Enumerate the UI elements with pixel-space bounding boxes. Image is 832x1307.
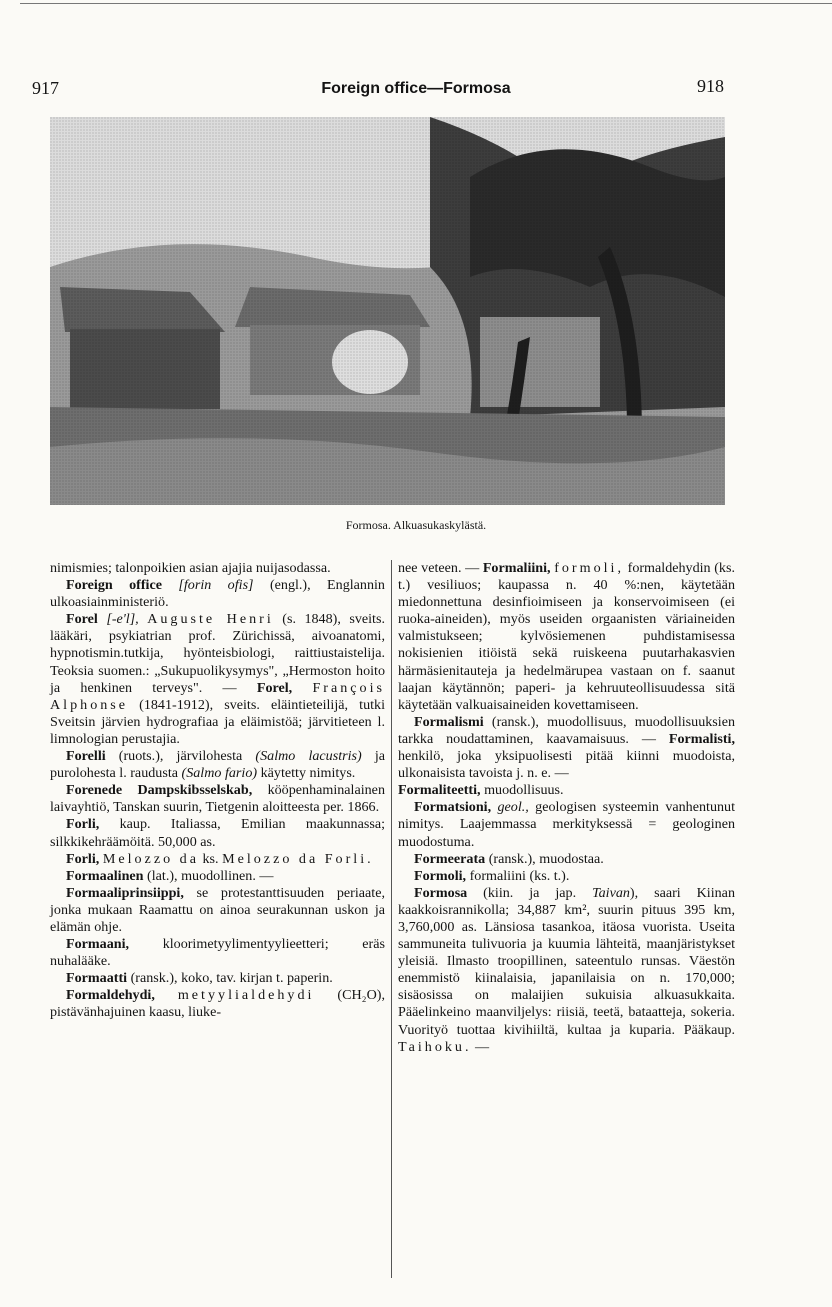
entry-headword: Forel,: [256, 679, 293, 696]
entry-headword: Formaatti: [66, 970, 128, 987]
entry-headword: Formeerata: [414, 850, 486, 867]
entry-formoli: [398, 868, 735, 885]
entry-pronunciation: [-e'l],: [106, 611, 139, 628]
entry-forenede: [50, 782, 385, 816]
entry-headword: Forenede Dampskibsselskab,: [66, 782, 253, 799]
entry-spaced-name: Melozzo da: [102, 850, 199, 867]
entry-formaliini: [398, 560, 735, 714]
entry-text: (CH₂O), pistävänhajuinen kaasu, liuke-: [50, 987, 385, 1021]
top-border-line: [20, 3, 832, 4]
entry-text: (s. 1848), sveits. lääkäri, psykiatrian prof. Zürichissä, aivoanatomi, hypnotismin.tutkija, hyönteisbiologi, raittiustaistelija. Teoksia suomen.: „Sukupuolikysymys", „Hermoston hoito ja henkinen terveys". —: [50, 611, 385, 696]
entry-formaaliprinsiippi: [50, 885, 385, 936]
entry-headword: Formaldehydi,: [66, 987, 155, 1004]
entry-headword: Forli,: [66, 850, 100, 867]
entry-headword: Formaani,: [66, 936, 130, 953]
entry-text: (lat.), muodollinen. —: [143, 867, 274, 884]
entry-formaliteetti: [398, 782, 735, 799]
entry-headword: Formaalinen: [66, 867, 144, 884]
entry-formaalinen: [50, 868, 385, 885]
entry-headword: Formoli,: [414, 867, 467, 884]
entry-text: nee veteen. —: [398, 560, 483, 576]
entry-forli-melozzo: [50, 851, 385, 868]
entry-headword: Forelli: [66, 748, 106, 765]
entry-spaced-name: François Alphonse: [50, 679, 386, 713]
entry-text: muodollisuus.: [480, 782, 564, 799]
entry-continuation: [50, 560, 385, 577]
entry-spaced-name: Melozzo da Forli.: [222, 850, 374, 867]
entry-text: formaliini (ks. t.).: [466, 867, 570, 884]
village-photograph: [50, 117, 725, 505]
entry-forel: [50, 611, 385, 748]
entry-text: käytetty nimitys.: [257, 765, 356, 782]
entry-text: kaup. Italiassa, Emilian maakunnassa; silkkikehräämöitä. 50,000 as.: [50, 816, 385, 850]
entry-text: ks.: [198, 850, 223, 867]
entry-foreign-office: [50, 577, 385, 611]
figure-caption: Formosa. Alkuasukaskylästä.: [345, 518, 487, 532]
page-number-left: 917: [32, 78, 59, 98]
entry-formaldehydi: [50, 987, 385, 1021]
entry-pronunciation: [forin ofis]: [178, 577, 254, 594]
entry-text: —: [471, 1038, 490, 1055]
entry-text: ja purolohesta l. raudusta: [50, 748, 385, 782]
entry-text: kööpenhaminalainen laivayhtiö, Tanskan suurin, Tietgenin aloitteesta per. 1866.: [50, 782, 385, 816]
entry-headword: Formaaliprinsiippi,: [66, 884, 184, 901]
entry-text: geologisen systeemin vanhentunut nimitys. Laajemmassa merkityksessä = geologinen muodostuma.: [398, 799, 736, 850]
entry-spaced-name: Auguste Henri: [147, 611, 274, 628]
entry-headword: Forli,: [66, 816, 100, 833]
entry-italic: (Salmo lacustris): [255, 748, 362, 765]
entry-text: (ransk.), muodostaa.: [485, 850, 604, 867]
entry-headword: Foreign office: [66, 577, 162, 594]
entry-headword: Formaliini,: [482, 560, 551, 576]
entry-formalismi: [398, 714, 735, 782]
entry-forli: [50, 816, 385, 850]
entry-headword: Forel: [66, 611, 98, 628]
entry-italic: (Salmo fario): [181, 765, 258, 782]
entry-text: (ransk.), koko, tav. kirjan t. paperin.: [127, 970, 333, 987]
entry-text: (ruots.), järvilohesta: [105, 748, 256, 765]
entry-formatsioni: [398, 799, 735, 850]
entry-italic: geol.,: [497, 799, 529, 816]
right-column: [398, 560, 735, 1056]
entry-formosa: [398, 885, 735, 1056]
entry-text: (ransk.), muodollisuus, muodollisuuksien tarkka noudattaminen, kaavamaisuus. —: [398, 713, 735, 747]
entry-text: (engl.), Englannin ulkoasiainministeriö.: [50, 577, 385, 611]
entry-spaced-name: metyylialdehydi: [177, 987, 315, 1004]
page-number-right: 918: [697, 76, 724, 96]
entry-text: se protestanttisuuden periaate, jonka mukaan Raamattu on ainoa seurakunnan uskon ja elämän ohje.: [50, 884, 385, 935]
entry-headword: Formalismi: [414, 713, 484, 730]
entry-spaced-name: formoli,: [554, 560, 624, 576]
entry-text: (kiin. ja jap.: [467, 884, 593, 901]
entry-text: (1841-1912), sveits. eläintieteilijä, tutki Sveitsin järvien hydrografiaa ja eläimistöä; järvitieteen l. limnologian perustajia.: [50, 696, 385, 747]
entry-headword: Formaliteetti,: [398, 782, 481, 799]
photo-illustration: [50, 117, 725, 505]
entry-spaced-name: Taihoku.: [398, 1038, 472, 1055]
entry-text: kloorimetyylimentyylieetteri; eräs nuhalääke.: [50, 936, 385, 970]
entry-formaatti: [50, 970, 385, 987]
left-column: [50, 560, 385, 1022]
entry-formaani: [50, 936, 385, 970]
entry-headword: Formosa: [414, 884, 468, 901]
column-divider: [391, 560, 392, 1278]
entry-headword: Formalisti,: [668, 730, 735, 747]
entry-italic: Taivan: [592, 884, 630, 901]
entry-headword: Formatsioni,: [414, 799, 492, 816]
entry-text: nimismies; talonpoikien asian ajajia nuijasodassa.: [50, 560, 331, 576]
entry-text: henkilö, joka yksipuolisesti pitää kiinni muodoista, ulkonaisista tavoista j. n. e. —: [398, 748, 735, 782]
entry-text: ), saari Kiinan kaakkoisrannikolla; 34,887 km², suurin pituus 395 km, 3,760,000 as. Länsiosa tasankoa, itäosa vuorista. Useita sammuneita tulivuoria ja kuumia lähteitä, maanjäristykset yleisiä. Ilmasto troopillinen, sateentulo runsas. Väestön enemmistö kiinalaisia, japanilaisia on n. 170,000; sisäosissa on malaijien sukuisia alkuasukkaita. Pääelinkeino maanviljelys: riisiä, teetä, bataatteja, sokeria. Vuorityö tuottaa kivihiiltä, kultaa ja kuparia. Pääkaup.: [398, 884, 735, 1038]
running-title: Foreign office—Formosa: [321, 80, 511, 97]
entry-text: formaldehydin (ks. t.) vesiliuos; kaupassa n. 40 %:nen, käytetään miedonnettuna desinfioimiseen ja konservoimiseen (ei ruoka-aineiden), myös useiden orgaanisten väriaineiden valmistukseen; kylvösiemenen puhdistamisessa nokisienien itiöistä sekä ruiskeena puutarhakasvien härmäsienitauteja ja hedelmärupea vastaan on f. saanut laajan käytännön; paperi- ja kehruuteollisuudessa sitä käytetään valkuaisaineiden kovettamiseen.: [398, 560, 735, 713]
entry-forelli: [50, 748, 385, 782]
entry-formeerata: [398, 851, 735, 868]
